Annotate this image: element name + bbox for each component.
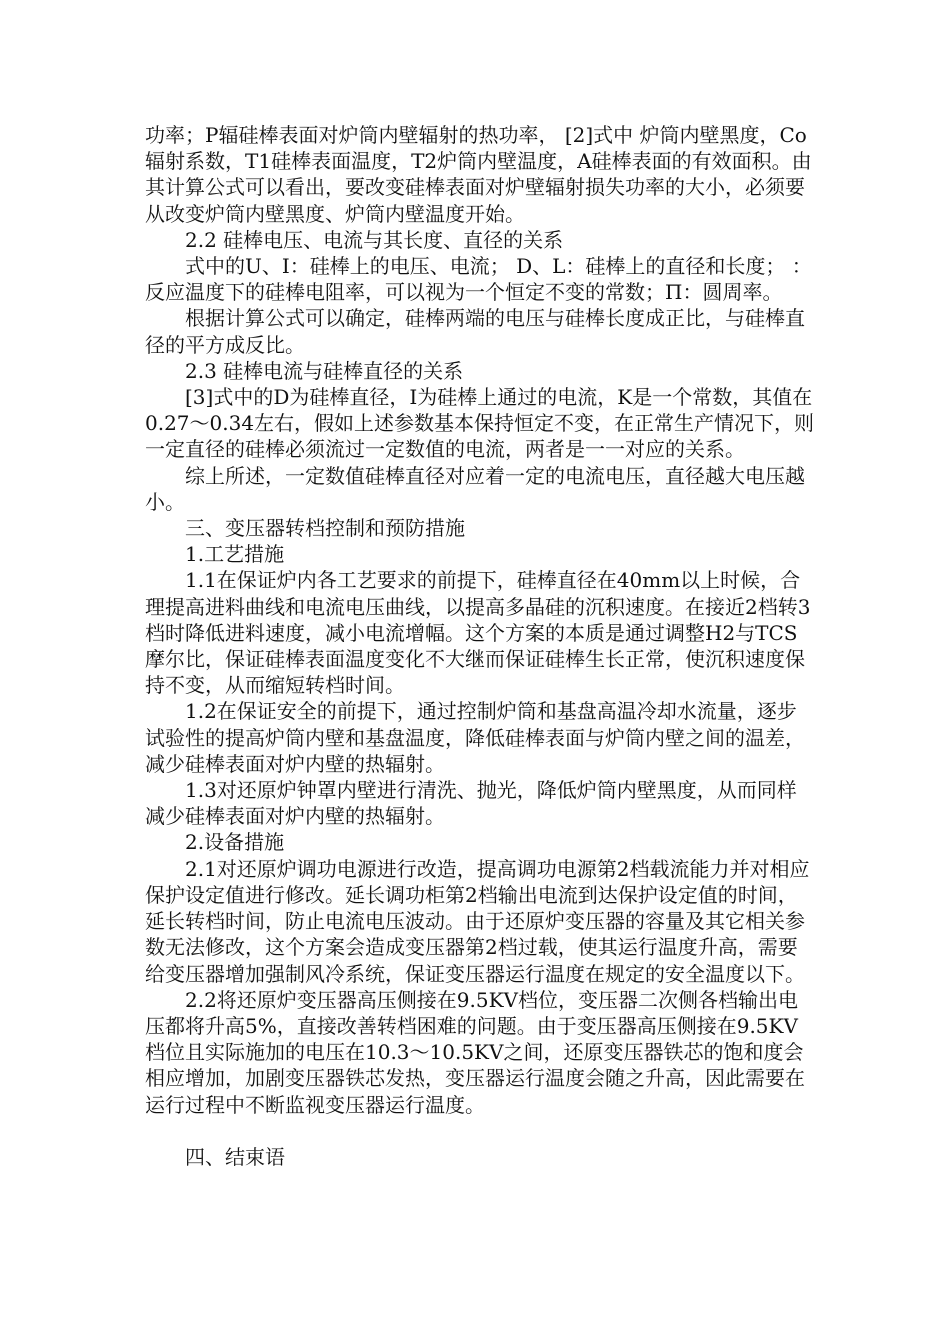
heading-2-2: 2.2 硅棒电压、电流与其长度、直径的关系 — [185, 227, 564, 252]
heading-equipment-measures: 2.设备措施 — [185, 830, 285, 855]
heading-2-3: 2.3 硅棒电流与硅棒直径的关系 — [185, 358, 464, 383]
heading-section-4: 四、结束语 — [185, 1144, 285, 1169]
paragraph-measure-1-1: 1.1在保证炉内各工艺要求的前提下，硅棒直径在40mm以上时候，合理提高进料曲线和电流电压曲线，以提高多晶硅的沉积速度。在接近2档转3档时降低进料速度，减小电流增幅。这个方案的本质是通过调整H2与TCS摩尔比，保证硅棒表面温度变化不大继而保证硅棒生长正常，使沉积速度保持不变，从而缩短转档时间。 — [145, 568, 811, 698]
paragraph-voltage-conclusion: 根据计算公式可以确定，硅棒两端的电压与硅棒长度成正比，与硅棒直径的平方成反比。 — [145, 306, 805, 357]
paragraph-formula-variables: 式中的U、I：硅棒上的电压、电流； D、L：硅棒上的直径和长度； ：反应温度下的硅棒电阻率，可以视为一个恒定不变的常数；Π：圆周率。 — [145, 254, 812, 305]
document-body — [145, 122, 815, 1170]
paragraph-radiation-intro: 功率；P辐硅棒表面对炉筒内壁辐射的热功率， [2]式中 炉筒内壁黑度，Co辐射系数，T1硅棒表面温度，T2炉筒内壁温度，A硅棒表面的有效面积。由其计算公式可以看出，要改变硅棒表面对炉壁辐射损失功率的大小，必须要从改变炉筒内壁黑度、炉筒内壁温度开始。 — [145, 123, 812, 226]
paragraph-summary: 综上所述，一定数值硅棒直径对应着一定的电流电压，直径越大电压越小。 — [145, 463, 805, 514]
heading-section-3: 三、变压器转档控制和预防措施 — [185, 516, 465, 541]
paragraph-spacer — [145, 1118, 815, 1144]
paragraph-measure-1-3: 1.3对还原炉钟罩内壁进行清洗、抛光，降低炉筒内壁黑度，从而同样减少硅棒表面对炉内壁的热辐射。 — [145, 778, 797, 829]
heading-process-measures: 1.工艺措施 — [185, 542, 285, 567]
paragraph-measure-1-2: 1.2在保证安全的前提下，通过控制炉筒和基盘高温冷却水流量，逐步试验性的提高炉筒内壁和基盘温度，降低硅棒表面与炉筒内壁之间的温差，减少硅棒表面对炉内壁的热辐射。 — [145, 699, 805, 776]
paragraph-measure-2-1: 2.1对还原炉调功电源进行改造，提高调功电源第2档载流能力并对相应保护设定值进行修改。延长调功柜第2档输出电流到达保护设定值的时间，延长转档时间，防止电流电压波动。由于还原炉变压器的容量及其它相关参数无法修改，这个方案会造成变压器第2档过载，使其运行温度升高，需要给变压器增加强制风冷系统，保证变压器运行温度在规定的安全温度以下。 — [145, 856, 810, 986]
paragraph-current-diameter: [3]式中的D为硅棒直径，I为硅棒上通过的电流，K是一个常数，其值在0.27～0.34左右，假如上述参数基本保持恒定不变，在正常生产情况下，则一定直径的硅棒必须流过一定数值的电流，两者是一一对应的关系。 — [145, 385, 815, 462]
paragraph-measure-2-2: 2.2将还原炉变压器高压侧接在9.5KV档位，变压器二次侧各档输出电压都将升高5%，直接改善转档困难的问题。由于变压器高压侧接在9.5KV档位且实际施加的电压在10.3～10.5KV之间，还原变压器铁芯的饱和度会相应增加，加剧变压器铁芯发热，变压器运行温度会随之升高，因此需要在运行过程中不断监视变压器运行温度。 — [145, 987, 805, 1117]
